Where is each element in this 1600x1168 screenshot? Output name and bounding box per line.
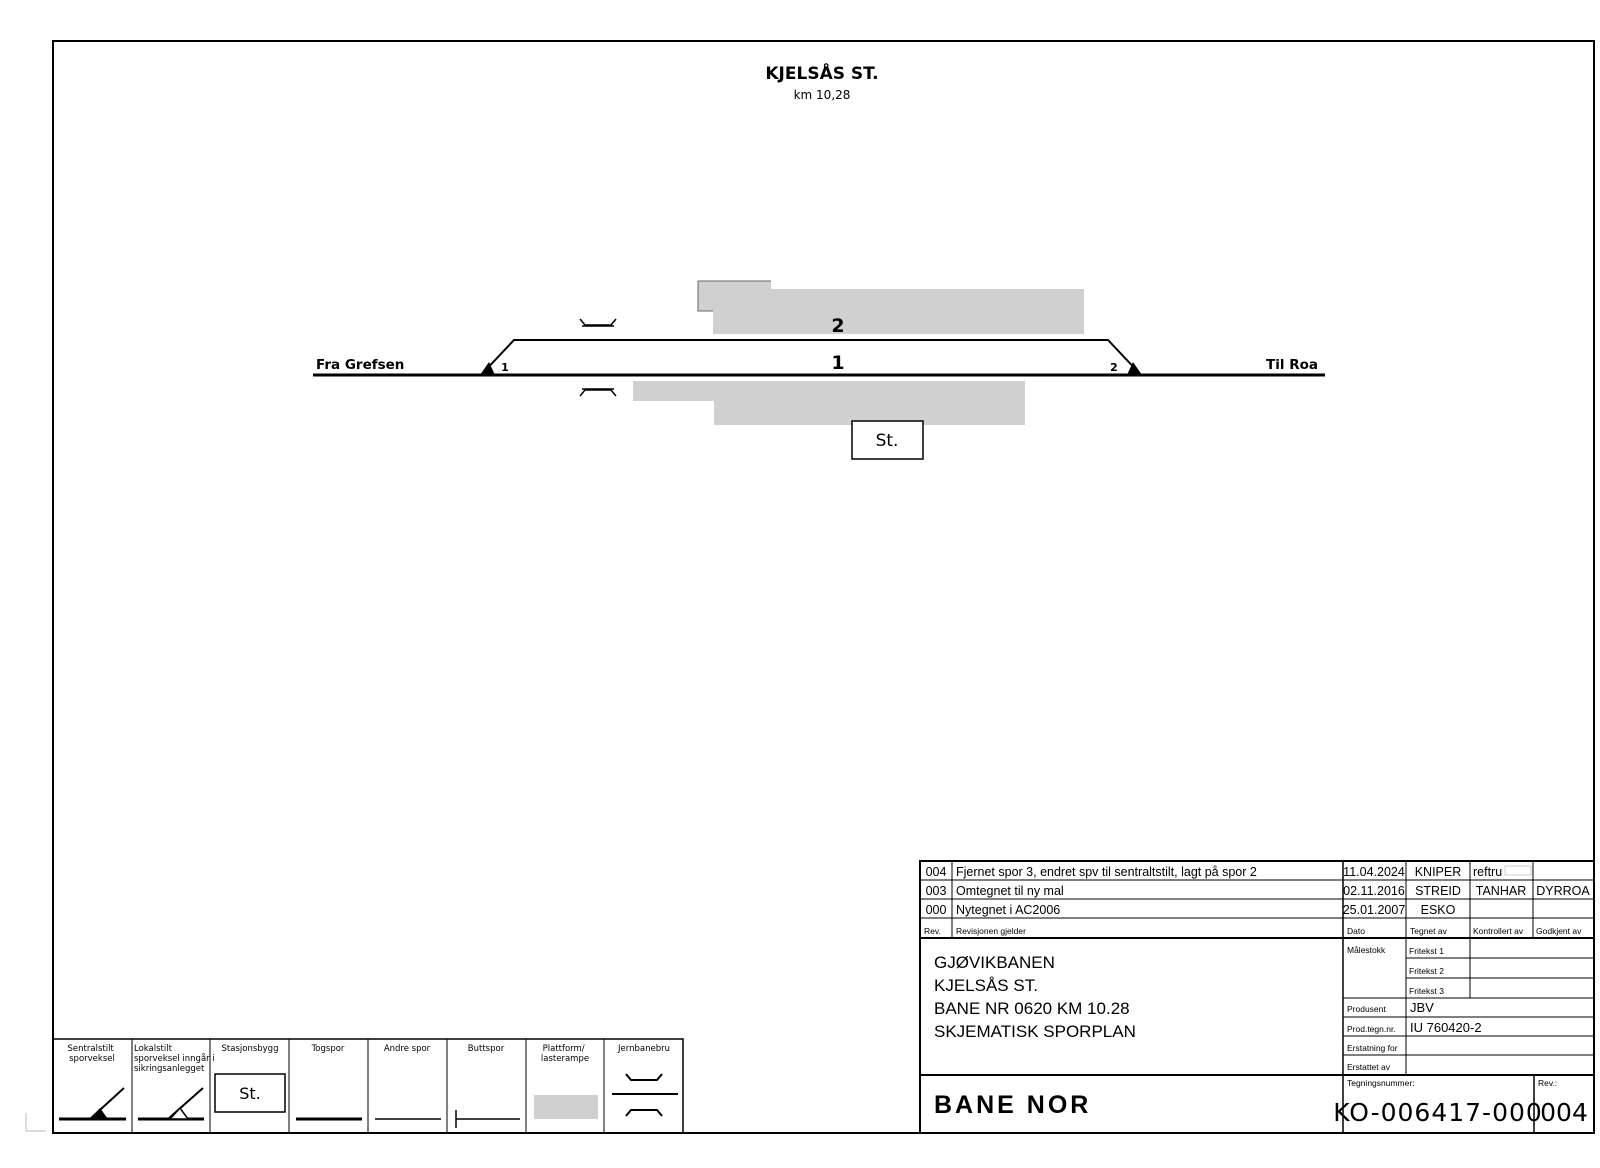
free-text-2-label: Fritekst 2 (1409, 966, 1444, 976)
rev-row-3-drawn: ESKO (1420, 903, 1456, 917)
rev-row-2-rev: 003 (925, 884, 947, 898)
producer-label: Produsent (1347, 1004, 1386, 1014)
rev-label: Rev.: (1538, 1078, 1558, 1088)
prod-number-value: IU 760420-2 (1410, 1020, 1482, 1035)
legend (53, 1039, 683, 1133)
legend-label-local-switch: Lokalstilt sporveksel inngår i sikringsanlegget (134, 1044, 215, 1074)
station-building-label: St. (875, 431, 899, 451)
switch-2-label: 2 (1110, 361, 1118, 374)
legend-symbol-central-switch (59, 1088, 126, 1119)
rev-row-1-rev: 004 (925, 865, 947, 879)
legend-label-bridge: Jernbanebru (618, 1044, 670, 1054)
header-description: Revisjonen gjelder (956, 926, 1026, 936)
scale-label: Målestokk (1347, 945, 1386, 955)
legend-label-dead-end: Buttspor (467, 1044, 505, 1054)
legend-station-symbol-text: St. (239, 1084, 261, 1103)
switch-1-label: 1 (501, 361, 509, 374)
title-line-4: SKJEMATISK SPORPLAN (934, 1022, 1136, 1041)
drawing-number: KO-006417-000 (1333, 1098, 1543, 1127)
legend-symbol-bridge (612, 1074, 678, 1116)
legend-label-main-track: Togspor (311, 1044, 345, 1054)
track-2-label: 2 (831, 315, 845, 337)
legend-symbol-local-switch (138, 1088, 204, 1119)
platform-track-1 (633, 381, 1025, 401)
rev-row-3-date: 25.01.2007 (1342, 903, 1406, 917)
prod-number-label: Prod.tegn.nr. (1347, 1024, 1396, 1034)
rev-row-3-description: Nytegnet i AC2006 (956, 903, 1061, 917)
logo-text: BANE NOR (934, 1091, 1092, 1119)
legend-symbol-dead-end (456, 1110, 520, 1128)
rev-row-1-description: Fjernet spor 3, endret spv til sentraltstilt, lagt på spor 2 (956, 865, 1257, 879)
track-2 (481, 340, 1141, 375)
bane-nor-logo (934, 1091, 1091, 1119)
legend-label-central-switch: Sentralstilt sporveksel (67, 1044, 115, 1064)
rev-row-3-rev: 000 (925, 903, 947, 917)
track-1-label: 1 (831, 352, 845, 374)
drawing-number-label: Tegningsnummer: (1347, 1078, 1415, 1088)
header-checked: Kontrollert av (1473, 926, 1524, 936)
corner-mark (26, 1113, 46, 1131)
free-text-1-label: Fritekst 1 (1409, 946, 1444, 956)
title-line-1: GJØVIKBANEN (934, 953, 1055, 972)
replaces-label: Erstatning for (1347, 1043, 1398, 1053)
rev-row-1-checked: reftru (1473, 865, 1503, 879)
rev-row-1-date: 11.04.2024 (1343, 865, 1405, 879)
drawing-rev: 004 (1540, 1098, 1588, 1127)
title-line-3: BANE NR 0620 KM 10.28 (934, 999, 1130, 1018)
title-block (920, 861, 1594, 1133)
replaced-by-label: Erstattet av (1347, 1062, 1390, 1072)
digital-signature-stamp (1505, 866, 1531, 875)
legend-label-other-track: Andre spor (383, 1044, 431, 1054)
rev-row-2-description: Omtegnet til ny mal (956, 884, 1064, 898)
sheet-frame (53, 41, 1594, 1133)
rev-row-2-checked: TANHAR (1475, 884, 1527, 898)
rev-row-1-drawn: KNIPER (1414, 865, 1462, 879)
header-rev: Rev. (924, 926, 941, 936)
header-drawn: Tegnet av (1410, 926, 1447, 936)
producer-value: JBV (1410, 1000, 1434, 1015)
legend-label-station-building: Stasjonsbygg (221, 1044, 279, 1054)
legend-symbol-platform (534, 1095, 598, 1119)
legend-label-platform: Plattform/ lasterampe (540, 1044, 590, 1064)
header-approved: Godkjent av (1536, 926, 1582, 936)
rev-row-2-date: 02.11.2016 (1343, 884, 1405, 898)
drawing-title: KJELSÅS ST. (765, 64, 879, 84)
legend-symbol-station-building (215, 1074, 285, 1112)
free-text-3-label: Fritekst 3 (1409, 986, 1444, 996)
header-date: Dato (1347, 926, 1365, 936)
platforms (633, 281, 1084, 425)
rev-row-2-drawn: STREID (1415, 884, 1461, 898)
drawing-km: km 10,28 (793, 88, 851, 102)
bridge-upper (580, 319, 616, 326)
platform-track-2-extension (698, 281, 771, 311)
title-line-2: KJELSÅS ST. (934, 976, 1038, 995)
from-label: Fra Grefsen (316, 357, 405, 373)
rev-row-2-approved: DYRROA (1536, 884, 1590, 898)
track-layout (313, 340, 1325, 375)
to-label: Til Roa (1266, 357, 1318, 373)
bridge-lower (580, 389, 616, 396)
